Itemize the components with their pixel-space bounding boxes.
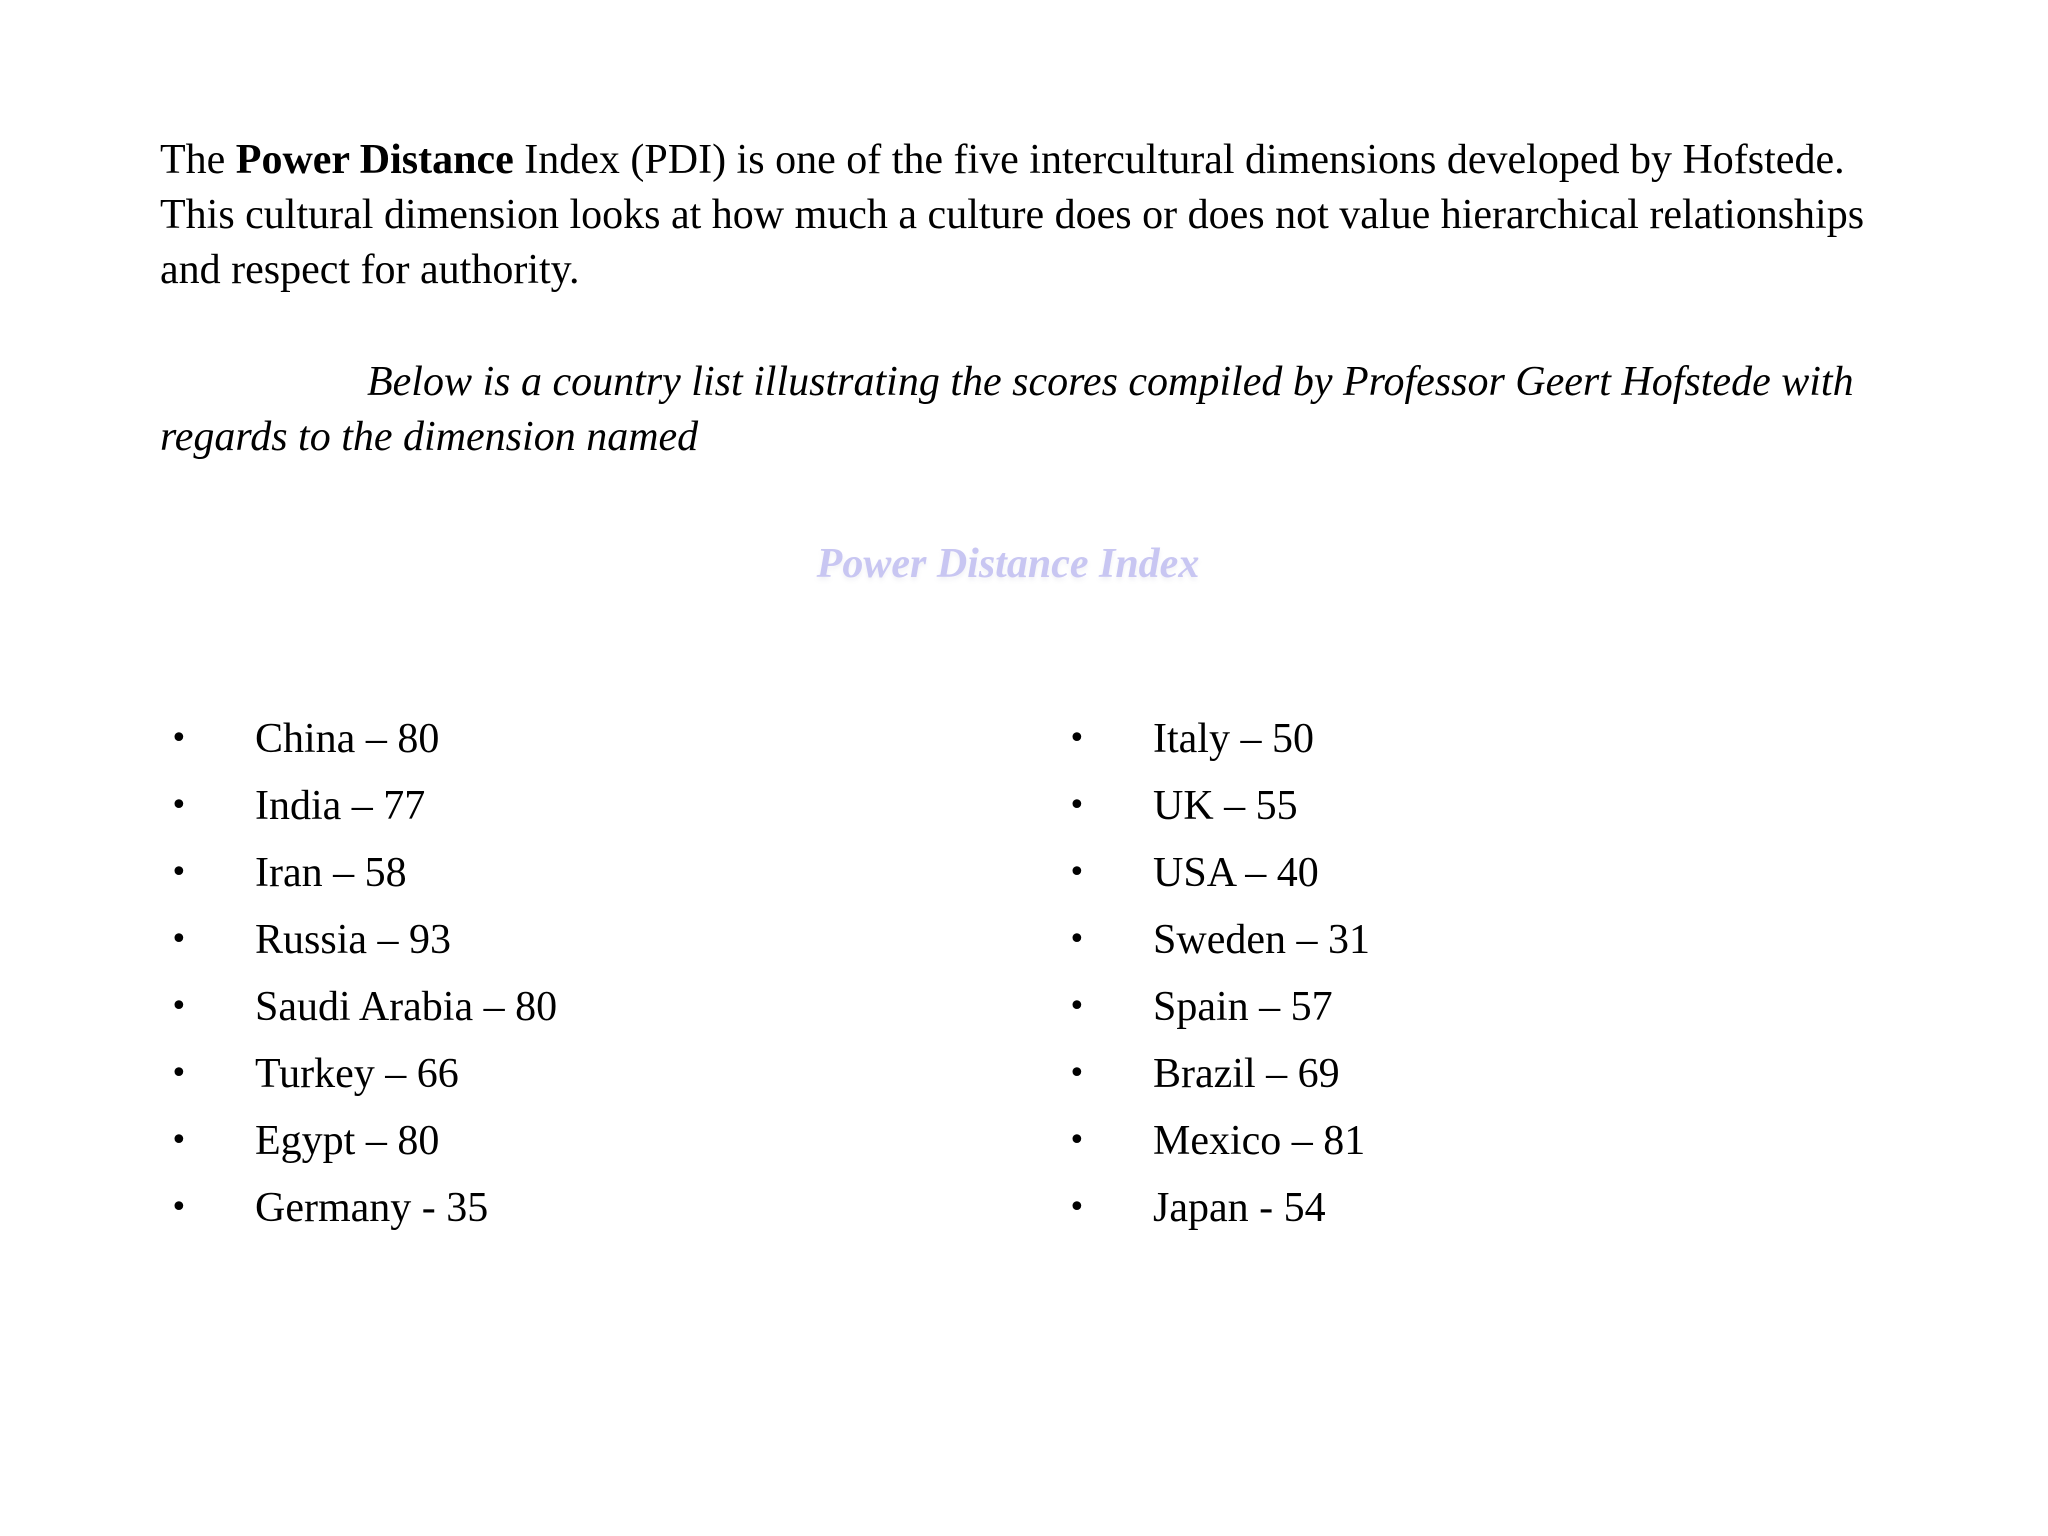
bullet-icon: • (170, 788, 188, 823)
country-score: Spain – 57 (1153, 984, 1333, 1030)
country-score: Iran – 58 (255, 850, 407, 896)
country-score: Turkey – 66 (255, 1051, 459, 1097)
bullet-icon: • (1068, 1190, 1086, 1225)
bullet-icon: • (1068, 788, 1086, 823)
bullet-icon: • (1068, 721, 1086, 756)
intro-prefix: The (160, 137, 236, 183)
bullet-icon: • (170, 1123, 188, 1158)
country-score: China – 80 (255, 716, 440, 762)
bullet-icon: • (1068, 922, 1086, 957)
bullet-icon: • (170, 922, 188, 957)
country-score: Brazil – 69 (1153, 1051, 1340, 1097)
bullet-icon: • (170, 989, 188, 1024)
bullet-icon: • (1068, 855, 1086, 890)
bullet-icon: • (170, 1056, 188, 1091)
country-score: USA – 40 (1153, 850, 1319, 896)
bullet-icon: • (170, 855, 188, 890)
country-score: UK – 55 (1153, 783, 1298, 829)
country-score: Japan - 54 (1153, 1185, 1326, 1231)
country-score: Germany - 35 (255, 1185, 489, 1231)
country-score: Saudi Arabia – 80 (255, 984, 558, 1030)
bullet-icon: • (170, 721, 188, 756)
bullet-icon: • (170, 1190, 188, 1225)
country-score: Mexico – 81 (1153, 1118, 1366, 1164)
bullet-icon: • (1068, 1056, 1086, 1091)
country-score: Egypt – 80 (255, 1118, 440, 1164)
bullet-icon: • (1068, 1123, 1086, 1158)
country-score: Russia – 93 (255, 917, 452, 963)
bullet-icon: • (1068, 989, 1086, 1024)
intro-bold-term: Power Distance (235, 137, 514, 183)
intro-rest: Index (PDI) is one of the five intercultural dimensions developed by Hofstede. This cultural dimension looks at how much a culture does or does not value hierarchical relationships and respect for authority. (160, 137, 1865, 293)
country-score: Italy – 50 (1153, 716, 1314, 762)
intro-paragraph (160, 133, 1920, 298)
country-score: India – 77 (255, 783, 426, 829)
italic-note: Below is a country list illustrating the scores compiled by Professor Geert Hofstede with regards to the dimension named (160, 359, 1854, 460)
country-score: Sweden – 31 (1153, 917, 1370, 963)
section-heading (0, 537, 2016, 592)
section-heading-text: Power Distance Index (816, 541, 1200, 587)
